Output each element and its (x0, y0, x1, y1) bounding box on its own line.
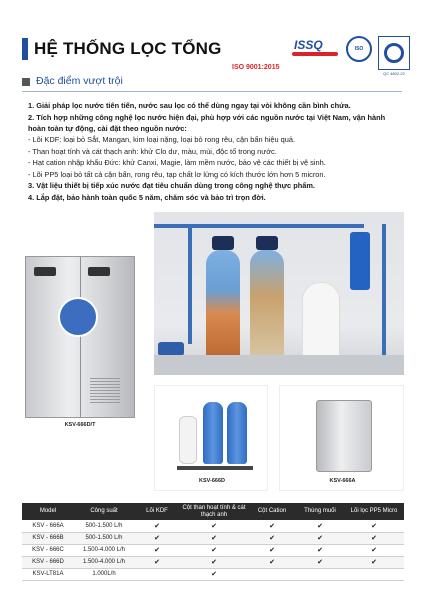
check-icon (344, 568, 404, 580)
check-icon: ✔ (296, 520, 344, 532)
check-icon: ✔ (344, 556, 404, 568)
salt-tank (179, 416, 197, 464)
table-row (22, 544, 404, 556)
check-icon: ✔ (134, 520, 180, 532)
col-header: Công suất (74, 503, 134, 520)
check-icon: ✔ (344, 544, 404, 556)
col-header: Lõi lọc PP5 Micro (344, 503, 404, 520)
vent-grille (90, 377, 120, 403)
filter-tank (227, 402, 247, 464)
cabinet-product-image (25, 256, 135, 418)
iso-round-seal-icon (346, 36, 372, 62)
quality-mark-icon (378, 36, 410, 70)
check-icon: ✔ (296, 544, 344, 556)
check-icon: ✔ (134, 532, 180, 544)
table-row (22, 520, 404, 532)
cell-model: KSV - 666B (22, 532, 74, 544)
check-icon: ✔ (296, 556, 344, 568)
stainless-cabinet (316, 400, 372, 472)
issq-square-cert (378, 36, 410, 76)
feature-item: 4. Lắp đặt, bảo hành toàn quốc 5 năm, chăm sóc và bảo trì trọn đời. (28, 192, 266, 202)
installation-scene-image (154, 212, 404, 375)
filter-tank (206, 250, 240, 365)
page-title: HỆ THỐNG LỌC TỔNG (34, 39, 222, 58)
feature-item: 2. Tích hợp những công nghệ lọc nước hiện đại, phù hợp với các nguồn nước tại Việt Nam, vận hành hoàn toàn tự động, cài đặt theo nguồn nước: (28, 112, 386, 133)
stand (177, 466, 253, 470)
feature-subitem: - Hạt cation nhập khẩu Đức: khử Canxi, Magie, làm mềm nước, bảo vệ các thiết bị vệ sinh. (28, 158, 326, 167)
check-icon: ✔ (180, 532, 248, 544)
check-icon (296, 568, 344, 580)
pump (158, 342, 184, 356)
water-pipe (154, 224, 364, 228)
check-icon: ✔ (180, 520, 248, 532)
cell-model: KSV - 666D (22, 556, 74, 568)
iso-standard-text: ISO 9001:2015 (232, 64, 280, 71)
filter-tank (203, 402, 223, 464)
control-panel-left (34, 267, 56, 276)
feature-item: 3. Vật liệu thiết bị tiếp xúc nước đạt tiêu chuẩn dùng trong công nghệ thực phẩm. (28, 181, 315, 190)
check-icon (248, 568, 296, 580)
section-divider (22, 91, 402, 92)
feature-subitem: - Than hoạt tính và cát thạch anh: khử Clo dư, màu, mùi, độc tố trong nước. (28, 146, 277, 156)
col-header: Cột than hoạt tính & cát thạch anh (180, 503, 248, 520)
filter-tank (250, 250, 284, 365)
valve-head (212, 236, 234, 250)
cell-capacity: 500-1.500 L/h (74, 532, 134, 544)
col-header: Thùng muối (296, 503, 344, 520)
check-icon: ✔ (248, 556, 296, 568)
check-icon: ✔ (248, 520, 296, 532)
cell-capacity: 1.500-4.000 L/h (74, 556, 134, 568)
issq-logo (292, 36, 340, 68)
check-icon: ✔ (344, 532, 404, 544)
small-cabinet-product-image (279, 385, 404, 491)
issq-swoosh (292, 52, 338, 56)
table-row (22, 532, 404, 544)
subtitle-bullet (22, 78, 30, 86)
tanks-caption: KSV-666D (199, 478, 225, 484)
check-icon: ✔ (296, 532, 344, 544)
feature-item: 1. Giải pháp lọc nước tiên tiến, nước sau lọc có thể dùng ngay tại vòi không cần bình chứa. (28, 101, 351, 110)
cabinet-caption: KSV-666D/T (64, 422, 96, 428)
brand-sticker (58, 297, 98, 337)
cell-capacity: 1.500-4.000 L/h (74, 544, 134, 556)
quality-mark-label: QC 4802-22 (383, 71, 405, 76)
small-cabinet-caption: KSV-666A (329, 478, 356, 484)
cartridge-filter (350, 232, 370, 290)
check-icon: ✔ (180, 544, 248, 556)
tanks-product-image (154, 385, 268, 491)
spec-table (22, 503, 404, 581)
check-icon (134, 568, 180, 580)
check-icon: ✔ (134, 556, 180, 568)
col-header: Cột Cation (248, 503, 296, 520)
cell-model: KSV-LT81A (22, 568, 74, 580)
check-icon: ✔ (248, 532, 296, 544)
cell-capacity: 1.000L/h (74, 568, 134, 580)
title-accent-bar (22, 38, 28, 60)
check-icon: ✔ (180, 568, 248, 580)
section-subtitle: Đặc điểm vượt trội (36, 75, 123, 87)
check-icon: ✔ (134, 544, 180, 556)
cell-model: KSV - 666C (22, 544, 74, 556)
cell-model: KSV - 666A (22, 520, 74, 532)
table-row (22, 556, 404, 568)
cell-capacity: 500-1.500 L/h (74, 520, 134, 532)
col-header: Lõi KDF (134, 503, 180, 520)
issq-logo-text: ISSQ (294, 38, 323, 52)
check-icon: ✔ (344, 520, 404, 532)
feature-subitem: - Lõi PP5 loại bỏ tất cả cặn bẩn, rong rêu, tạp chất lơ lửng có kích thước lớn hơn 5 micron. (28, 169, 326, 179)
water-pipe (188, 224, 192, 344)
table-header-row (22, 503, 404, 520)
check-icon: ✔ (248, 544, 296, 556)
control-panel-right (88, 267, 110, 276)
valve-head (256, 236, 278, 250)
check-icon: ✔ (180, 556, 248, 568)
salt-tank (302, 282, 340, 364)
feature-subitem: - Lõi KDF: loại bỏ Sắt, Mangan, kim loại nặng, loại bỏ rong rêu, cặn bẩn hiệu quả. (28, 135, 296, 144)
certification-logos (292, 36, 410, 76)
water-pipe (382, 224, 386, 364)
col-header: Model (22, 503, 74, 520)
table-row (22, 568, 404, 580)
iso-round-seal-text: ISO (354, 46, 364, 52)
feature-list (28, 100, 403, 203)
